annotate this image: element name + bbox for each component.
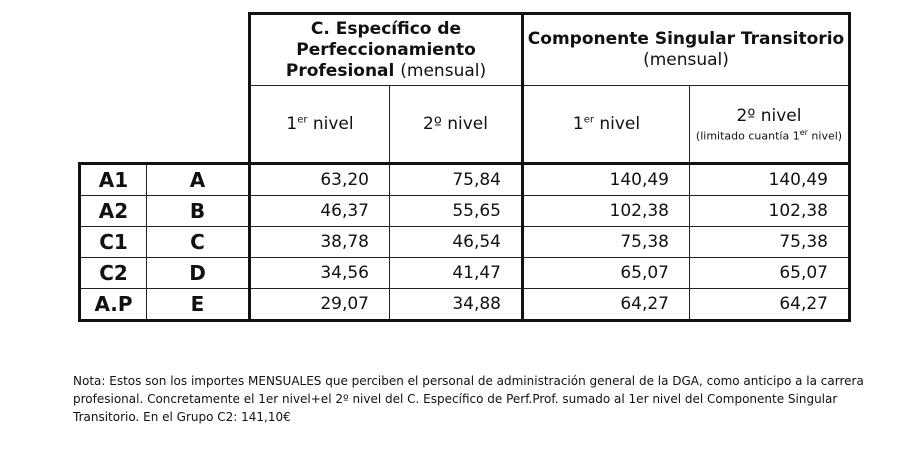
table-row xyxy=(80,258,850,289)
header-complemento-especifico-title: C. Específico de Perfeccionamiento Profesional xyxy=(285,18,476,81)
table-row xyxy=(80,289,850,321)
empty-corner xyxy=(80,14,250,86)
header-componente-singular-title: Componente Singular Transitorio xyxy=(527,29,845,49)
table-row xyxy=(80,164,850,196)
value-cell: 29,07 xyxy=(250,289,390,321)
value-cell: 41,47 xyxy=(390,258,523,289)
value-cell: 46,37 xyxy=(250,196,390,227)
subheader-g1-level1: 1er nivel xyxy=(250,86,390,164)
value-cell: 46,54 xyxy=(390,227,523,258)
retribution-table xyxy=(78,12,851,322)
value-cell: 55,65 xyxy=(390,196,523,227)
group-cell: A1 xyxy=(80,164,147,196)
value-cell: 75,84 xyxy=(390,164,523,196)
subheader-g2-level2-note: (limitado cuantía 1er nivel) xyxy=(695,127,843,143)
table-row xyxy=(80,227,850,258)
letter-cell: B xyxy=(147,196,250,227)
letter-cell: A xyxy=(147,164,250,196)
value-cell: 75,38 xyxy=(690,227,850,258)
value-cell: 140,49 xyxy=(690,164,850,196)
subheader-g2-level1: 1er nivel xyxy=(523,86,690,164)
header-componente-singular xyxy=(523,14,850,86)
footnote: Nota: Estos son los importes MENSUALES que perciben el personal de administración general de la DGA, como anticipo a la carrera profesional. Concretamente el 1er nivel+el 2º nivel del C. Específico de Perf.Prof. sumado al 1er nivel del Componente Singular Transitorio. En el Grupo C2: 141,10€ xyxy=(73,374,864,424)
group-cell: A2 xyxy=(80,196,147,227)
value-cell: 140,49 xyxy=(523,164,690,196)
empty-corner-2 xyxy=(80,86,250,164)
header-componente-singular-period: (mensual) xyxy=(643,50,729,70)
value-cell: 64,27 xyxy=(523,289,690,321)
value-cell: 63,20 xyxy=(250,164,390,196)
value-cell: 102,38 xyxy=(523,196,690,227)
subheader-g1-level2: 2º nivel xyxy=(390,86,523,164)
table-row xyxy=(80,196,850,227)
letter-cell: D xyxy=(147,258,250,289)
letter-cell: C xyxy=(147,227,250,258)
group-cell: A.P xyxy=(80,289,147,321)
group-cell: C2 xyxy=(80,258,147,289)
value-cell: 65,07 xyxy=(523,258,690,289)
value-cell: 64,27 xyxy=(690,289,850,321)
value-cell: 38,78 xyxy=(250,227,390,258)
value-cell: 75,38 xyxy=(523,227,690,258)
letter-cell: E xyxy=(147,289,250,321)
value-cell: 102,38 xyxy=(690,196,850,227)
value-cell: 34,56 xyxy=(250,258,390,289)
value-cell: 34,88 xyxy=(390,289,523,321)
subheader-g2-level2: 2º nivel (limitado cuantía 1er nivel) xyxy=(690,86,850,164)
value-cell: 65,07 xyxy=(690,258,850,289)
group-cell: C1 xyxy=(80,227,147,258)
header-complemento-especifico-period: (mensual) xyxy=(400,60,487,81)
header-complemento-especifico xyxy=(250,14,523,86)
